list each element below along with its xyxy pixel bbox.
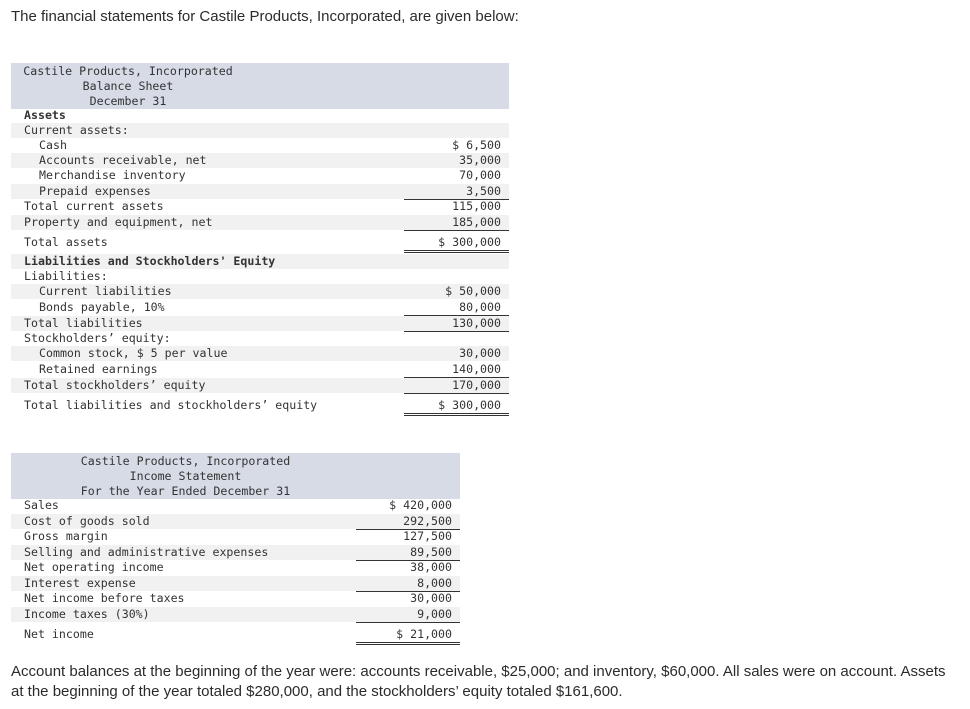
balance-sheet-row <box>11 108 509 123</box>
balance-sheet-amount: $ 50,000 <box>445 284 501 298</box>
balance-sheet-label: Prepaid expenses <box>39 184 151 198</box>
balance-sheet-label: Current liabilities <box>39 284 172 298</box>
balance-sheet-title: Balance Sheet <box>82 79 174 93</box>
footer-text: Account balances at the beginning of the year were: accounts receivable, $25,000; and inventory, $60,000. All sales were on account. Assets at the beginning of the year totaled $280,000, and the stockholders’ equity totaled $161,600. <box>11 663 946 700</box>
income-statement-company: Castile Products, Incorporated <box>80 454 291 468</box>
balance-sheet-label: Merchandise inventory <box>39 168 186 182</box>
income-statement-amount: 127,500 <box>403 529 452 543</box>
balance-sheet-amount: 170,000 <box>404 378 509 394</box>
balance-sheet-amount: $ 6,500 <box>452 138 501 152</box>
income-statement-row <box>11 591 460 606</box>
income-statement-amount: 30,000 <box>410 591 452 605</box>
balance-sheet-label: Cash <box>39 138 67 152</box>
balance-sheet-label: Liabilities and Stockholders' Equity <box>24 254 276 268</box>
income-statement-label: Net income <box>24 627 94 641</box>
balance-sheet-label: Total liabilities <box>24 316 143 330</box>
balance-sheet-amount: 115,000 <box>452 199 501 213</box>
balance-sheet-amount: 185,000 <box>404 215 509 231</box>
income-statement-amount: $ 420,000 <box>389 498 452 512</box>
balance-sheet-row <box>11 300 509 315</box>
income-statement-row <box>11 498 460 513</box>
balance-sheet-amount: 80,000 <box>404 300 509 316</box>
balance-sheet-label: Total assets <box>24 235 108 249</box>
income-statement-title: Income Statement <box>129 469 242 483</box>
balance-sheet-label: Current assets: <box>24 123 129 137</box>
balance-sheet-label: Total liabilities and stockholders’ equity <box>24 398 318 412</box>
income-statement-row <box>11 514 460 529</box>
balance-sheet-row <box>11 269 509 284</box>
balance-sheet-row <box>11 331 509 346</box>
income-statement-row <box>11 560 460 575</box>
balance-sheet-row <box>11 346 509 361</box>
balance-sheet-row <box>11 215 509 230</box>
income-statement-label: Gross margin <box>24 529 108 543</box>
income-statement-label: Income taxes (30%) <box>24 607 150 621</box>
balance-sheet-label: Accounts receivable, net <box>39 153 207 167</box>
income-statement-row <box>11 627 460 642</box>
balance-sheet-label: Bonds payable, 10% <box>39 300 165 314</box>
income-statement-period: For the Year Ended December 31 <box>80 484 291 498</box>
balance-sheet-label: Total current assets <box>24 199 164 213</box>
income-statement-label: Net income before taxes <box>24 591 185 605</box>
balance-sheet-amount: $ 300,000 <box>404 235 509 253</box>
balance-sheet-label: Assets <box>24 108 66 122</box>
income-statement-row <box>11 576 460 591</box>
income-statement-amount: 8,000 <box>356 576 460 592</box>
balance-sheet-row <box>11 378 509 393</box>
balance-sheet-row <box>11 184 509 199</box>
balance-sheet-row <box>11 398 509 413</box>
income-statement-row <box>11 545 460 560</box>
income-statement-amount: 38,000 <box>410 560 452 574</box>
balance-sheet-amount: 3,500 <box>404 184 509 200</box>
income-statement-label: Sales <box>24 498 59 512</box>
income-statement-row <box>11 529 460 544</box>
income-statement-label: Interest expense <box>24 576 136 590</box>
balance-sheet-label: Common stock, $ 5 per value <box>39 346 228 360</box>
balance-sheet-row <box>11 153 509 168</box>
intro-text: The financial statements for Castile Products, Incorporated, are given below: <box>11 8 519 25</box>
balance-sheet-row <box>11 235 509 250</box>
income-statement-amount: 9,000 <box>356 607 460 623</box>
balance-sheet-row <box>11 316 509 331</box>
income-statement-amount: 292,500 <box>356 514 460 530</box>
income-statement-label: Net operating income <box>24 560 164 574</box>
income-statement-label: Cost of goods sold <box>24 514 150 528</box>
balance-sheet-label: Total stockholders’ equity <box>24 378 206 392</box>
balance-sheet-label: Retained earnings <box>39 362 158 376</box>
balance-sheet-row <box>11 199 509 214</box>
income-statement-row <box>11 607 460 622</box>
balance-sheet-row <box>11 254 509 269</box>
balance-sheet-amount: 35,000 <box>459 153 501 167</box>
balance-sheet-amount: $ 300,000 <box>404 398 509 416</box>
balance-sheet-company: Castile Products, Incorporated <box>23 64 233 78</box>
balance-sheet-amount: 130,000 <box>404 316 509 332</box>
balance-sheet-row <box>11 123 509 138</box>
balance-sheet-row <box>11 138 509 153</box>
income-statement-amount: $ 21,000 <box>356 627 460 645</box>
balance-sheet-header <box>11 63 509 109</box>
balance-sheet-date: December 31 <box>89 94 167 108</box>
balance-sheet-amount: 70,000 <box>459 168 501 182</box>
balance-sheet-row <box>11 168 509 183</box>
balance-sheet-label: Liabilities: <box>24 269 108 283</box>
balance-sheet-amount: 30,000 <box>459 346 501 360</box>
balance-sheet-label: Stockholders’ equity: <box>24 331 171 345</box>
income-statement-label: Selling and administrative expenses <box>24 545 269 559</box>
balance-sheet-row <box>11 284 509 299</box>
income-statement-amount: 89,500 <box>356 545 460 561</box>
balance-sheet-row <box>11 362 509 377</box>
income-statement-header <box>11 453 460 499</box>
balance-sheet-amount: 140,000 <box>404 362 509 378</box>
balance-sheet-label: Property and equipment, net <box>24 215 213 229</box>
